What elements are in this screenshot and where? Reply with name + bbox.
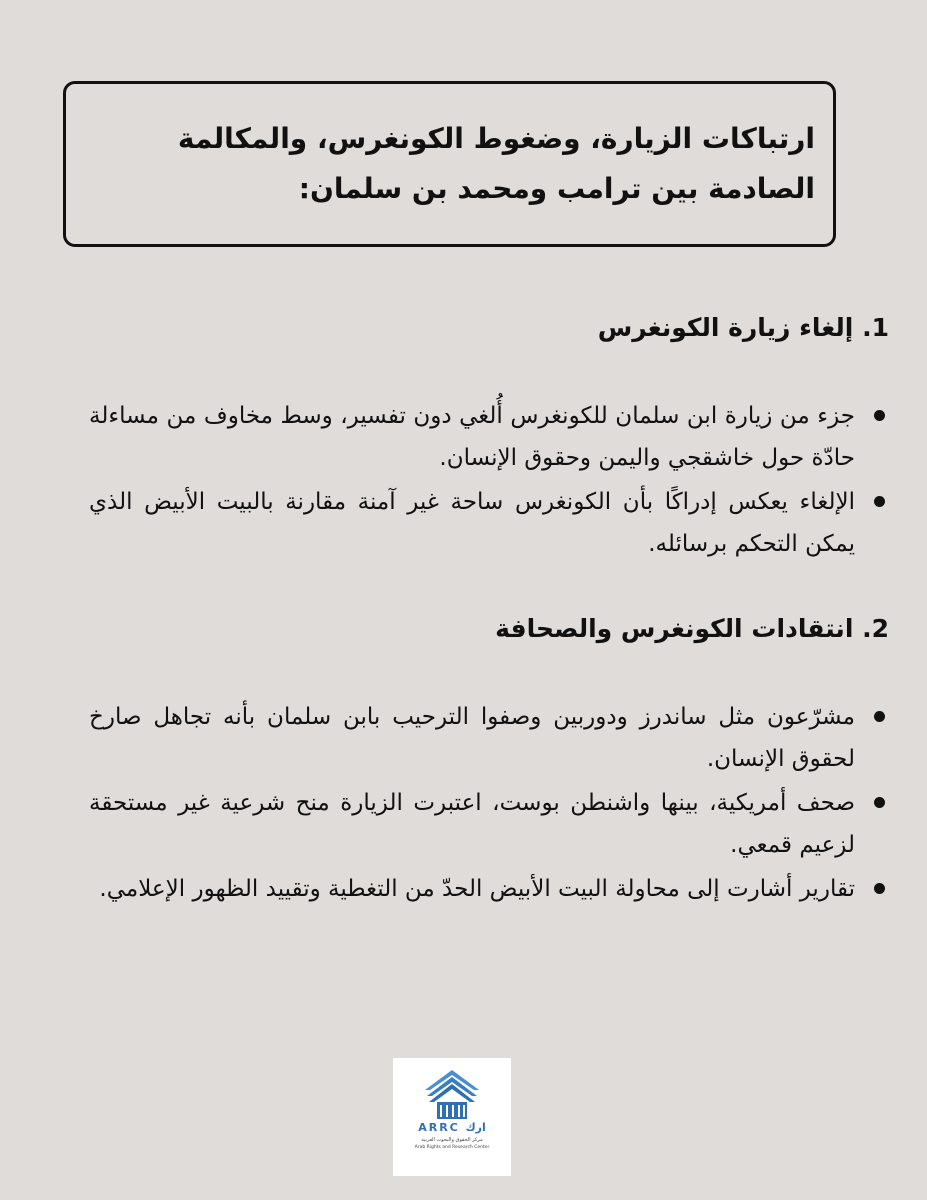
list-item-text: الإلغاء يعكس إدراكًا بأن الكونغرس ساحة غير آمنة مقارنة بالبيت الأبيض الذي يمكن التحكم برسائله. [89,489,855,557]
page-title: ارتباكات الزيارة، وضغوط الكونغرس، والمكالمة الصادمة بين ترامب ومحمد بن سلمان: [177,122,815,205]
list-item [89,481,889,565]
section-heading: 1. إلغاء زيارة الكونغرس [597,313,889,342]
bullet-icon [874,883,885,894]
list-item-text: جزء من زيارة ابن سلمان للكونغرس أُلغي دون تفسير، وسط مخاوف من مساءلة حادّة حول خاشقجي واليمن وحقوق الإنسان. [89,403,855,471]
bullet-list [89,696,889,910]
list-item [89,696,889,780]
building-icon [393,1058,511,1128]
list-item [89,395,889,479]
logo-arabic-subtitle: مركز الحقوق والبحوث العربية [421,1137,483,1143]
section-2 [89,609,889,912]
section-1 [89,308,889,567]
logo-arabic: ارك [465,1121,486,1134]
bullet-icon [874,410,885,421]
list-item-text: مشرّعون مثل ساندرز ودوربين وصفوا الترحيب بابن سلمان بأنه تجاهل صارخ لحقوق الإنسان. [89,704,855,772]
bullet-icon [874,496,885,507]
arrc-logo [393,1058,511,1176]
section-heading: 2. انتقادات الكونغرس والصحافة [495,614,889,643]
list-item [89,868,889,910]
list-item-text: تقارير أشارت إلى محاولة البيت الأبيض الحدّ من التغطية وتقييد الظهور الإعلامي. [99,876,855,902]
logo-text [393,1121,511,1134]
list-item-text: صحف أمريكية، بينها واشنطن بوست، اعتبرت الزيارة منح شرعية غير مستحقة لزعيم قمعي. [89,790,855,858]
logo-english-subtitle: Arab Rights and Research Center [414,1145,490,1150]
list-item [89,782,889,866]
bullet-icon [874,711,885,722]
logo-latin: ARRC [418,1121,460,1134]
bullet-list [89,395,889,565]
bullet-icon [874,797,885,808]
title-box [63,81,836,247]
